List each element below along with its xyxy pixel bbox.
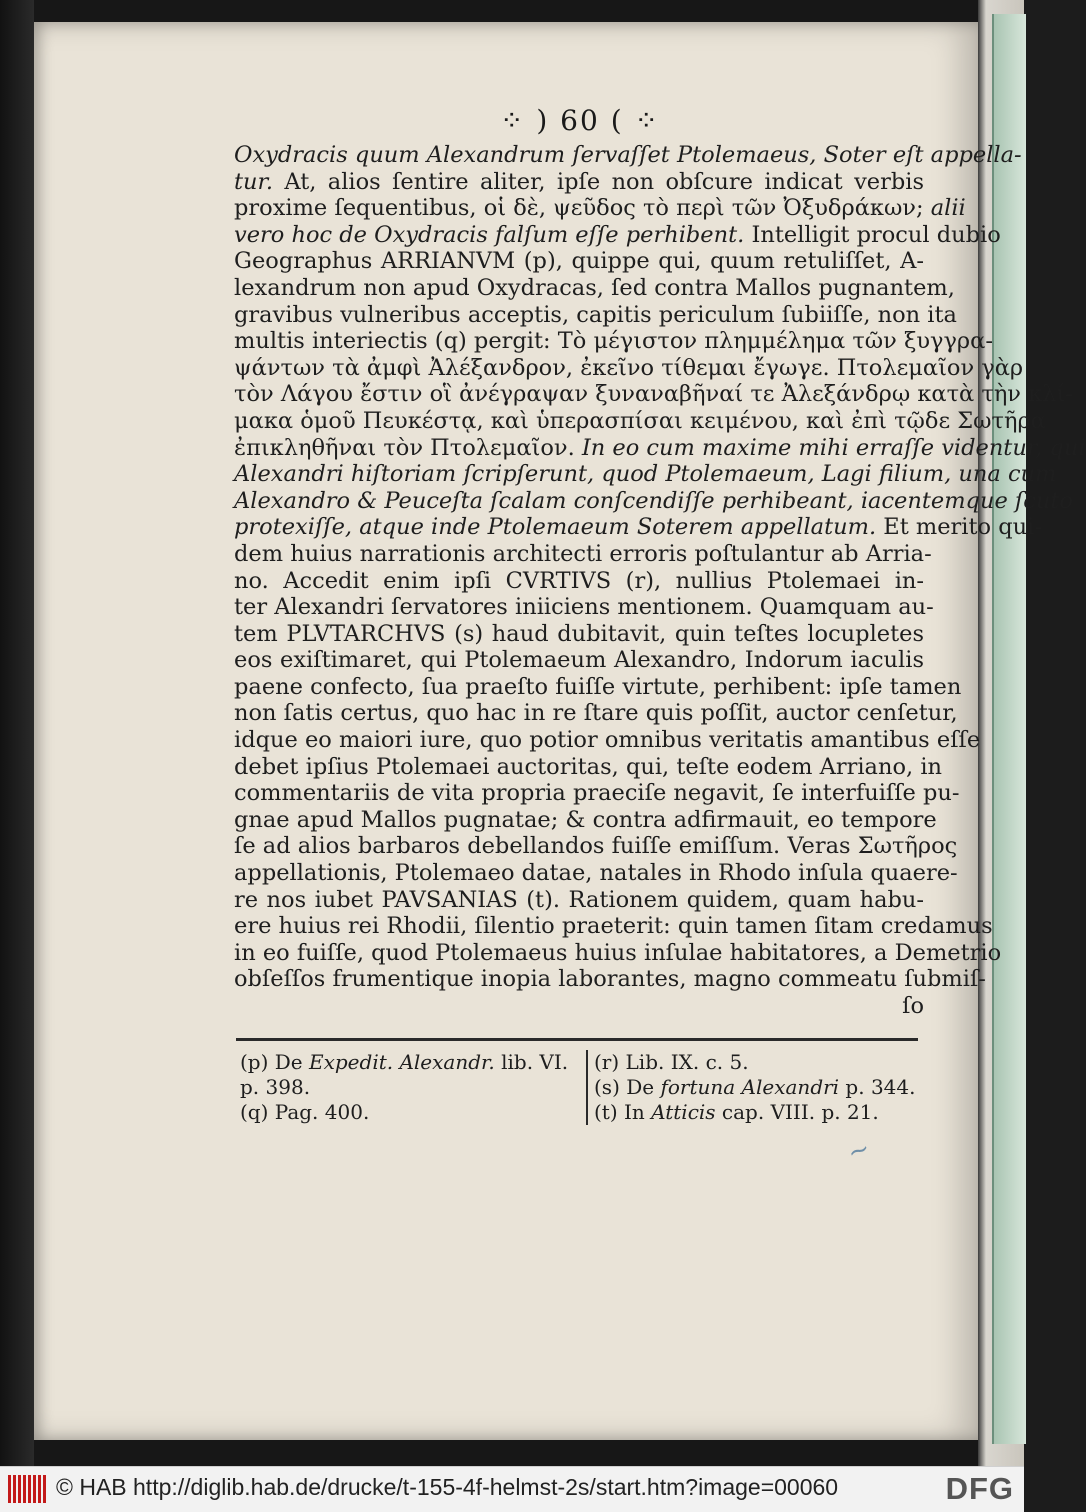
text-line xyxy=(234,195,966,222)
text-run: (s) De xyxy=(594,1075,661,1099)
text-line xyxy=(234,354,1024,382)
text-run: protexiſſe, atque inde Ptolemaeum Soterem appellatum. xyxy=(234,514,877,541)
text-run: proxime ſequentibus, οἱ δὲ, ψεῦδος τὸ περὶ τῶν Ὀξυδράκων; xyxy=(234,195,931,222)
text-line xyxy=(234,806,937,834)
text-line xyxy=(234,673,962,701)
text-line xyxy=(234,407,1046,435)
text-line xyxy=(234,381,1073,408)
text-line xyxy=(234,274,955,302)
text-run: Et merito qui- xyxy=(876,514,1042,541)
text-run: lib. VI. xyxy=(494,1050,569,1074)
text-line xyxy=(234,993,924,1020)
text-line xyxy=(594,1050,914,1075)
text-run: ἐπικληθῆναι τὸν Πτολεμαῖον. xyxy=(234,434,582,461)
text-run: Atticis xyxy=(651,1100,716,1124)
text-line xyxy=(234,248,924,275)
text-run: re nos iubet PAVSANIAS (t). Rationem quidem, quam habu- xyxy=(234,886,924,913)
text-run: In eo cum maxime mihi erraſſe videntur, qui xyxy=(581,434,1086,461)
body-text xyxy=(234,142,1086,1020)
text-line xyxy=(234,169,924,196)
text-run: μακα ὁμοῦ Πευκέστᾳ, καὶ ὑπερασπίσαι κειμένου, καὶ ἐπὶ τῷδε Σωτῆρα xyxy=(234,407,1046,434)
text-line xyxy=(234,647,924,674)
text-line xyxy=(234,939,1002,967)
text-line xyxy=(240,1050,570,1075)
text-line xyxy=(234,221,1001,249)
text-run: (q) Pag. 400. xyxy=(240,1100,370,1124)
text-line xyxy=(234,700,958,727)
text-line xyxy=(234,727,981,754)
footnote-rule xyxy=(236,1038,918,1041)
text-line xyxy=(234,514,1042,541)
text-line xyxy=(234,621,924,648)
text-line xyxy=(234,887,924,914)
hab-barcode-icon xyxy=(8,1475,46,1503)
text-run: vero hoc de Oxydracis falſum eſſe perhibent. xyxy=(234,221,745,248)
text-run: multis interiectis (q) pergit: Τὸ μέγιστον πλημμέλημα τῶν ξυγγρα- xyxy=(234,328,993,355)
text-run: (t) In xyxy=(594,1100,652,1124)
dfg-logo: DFG xyxy=(945,1471,1014,1506)
copyright-url[interactable]: © HAB http://diglib.hab.de/drucke/t-155-4f-helmst-2s/start.htm?image=00060 xyxy=(56,1474,839,1500)
text-run: dem huius narrationis architecti erroris poſtulantur ab Arria- xyxy=(234,540,932,567)
text-run: p. 344. xyxy=(839,1075,916,1099)
text-line xyxy=(234,540,932,568)
text-line xyxy=(234,966,986,993)
text-run: debet ipſius Ptolemaei auctoritas, qui, teſte eodem Arriano, in xyxy=(234,753,943,780)
text-run: paene confecto, ſua praeſto fuiſſe virtute, perhibent: ipſe tamen xyxy=(234,673,962,700)
page-header: ⁘ ) 60 ( ⁘ xyxy=(500,104,660,137)
text-run: (r) Lib. IX. c. 5. xyxy=(594,1050,749,1074)
text-run: Geographus ARRIANVM (p), quippe qui, quum retuliſſet, A- xyxy=(234,248,924,275)
text-run: idque eo maiori iure, quo potior omnibus veritatis amantibus eſſe xyxy=(234,727,981,754)
text-line xyxy=(594,1075,914,1100)
text-line xyxy=(234,461,1057,488)
text-line xyxy=(234,780,960,807)
text-run: ψάντων τὰ ἀμφὶ Ἀλέξανδρον, ἐκεῖνο τίθεμαι ἔγωγε. Πτολεμαῖον γὰρ xyxy=(234,354,1024,381)
text-run: no. Accedit enim ipſi CVRTIVS (r), nullius Ptolemaei in- xyxy=(234,567,924,594)
text-line xyxy=(234,860,958,887)
viewer-footer xyxy=(0,1466,1024,1512)
text-run: gravibus vulneribus acceptis, capitis periculum ſubiiſſe, non ita xyxy=(234,301,957,328)
text-run: p. 398. xyxy=(240,1075,311,1099)
text-run: non ſatis certus, quo hac in re ſtare quis poſſit, auctor cenſetur, xyxy=(234,700,958,727)
text-line xyxy=(234,913,993,940)
text-run: alii xyxy=(930,195,966,222)
text-run: Alexandro & Peuceſta ſcalam conſcendiſſe perhibeant, iacentemque ſcuto xyxy=(234,487,1073,514)
text-run: cap. VIII. p. 21. xyxy=(715,1100,879,1124)
text-run: Intelligit procul dubio xyxy=(744,221,1001,248)
text-run: ſo xyxy=(902,993,924,1019)
text-line xyxy=(240,1075,570,1100)
text-line xyxy=(234,753,943,781)
text-run: Expedit. Alexandr. xyxy=(309,1050,495,1074)
text-line xyxy=(234,594,934,621)
text-run: lexandrum non apud Oxydracas, ſed contra Mallos pugnantem, xyxy=(234,274,955,301)
text-run: (p) De xyxy=(240,1050,309,1074)
text-line xyxy=(234,833,958,860)
text-run: ſe ad alios barbaros debellandos fuiſſe emiſſum. Veras Σωτῆρος xyxy=(234,833,958,860)
text-line xyxy=(240,1100,570,1125)
footnotes-right xyxy=(586,1050,914,1125)
text-run: appellationis, Ptolemaeo datae, natales in Rhodo inſula quaere- xyxy=(234,860,958,887)
text-run: Alexandri hiſtoriam ſcripſerunt, quod Ptolemaeum, Lagi filium, una cum xyxy=(234,461,1057,488)
text-run: Oxydracis quum Alexandrum ſervaſſet Ptolemaeus, Soter eſt appella- xyxy=(234,142,1022,168)
text-line xyxy=(234,142,1022,169)
footnotes-left xyxy=(240,1050,570,1125)
text-run: ere huius rei Rhodii, ſilentio praeterit: quin tamen ſitam credamus xyxy=(234,913,993,940)
text-run: commentariis de vita propria praeciſe negavit, ſe interfuiſſe pu- xyxy=(234,780,960,807)
text-run: tem PLVTARCHVS (s) haud dubitavit, quin teſtes locupletes xyxy=(234,620,924,647)
book-cover-edge xyxy=(0,0,34,1466)
text-line xyxy=(234,301,957,329)
text-run: At, alios ſentire aliter, ipſe non obſcure indicat verbis xyxy=(272,168,924,195)
text-line xyxy=(234,568,924,595)
text-run: ter Alexandri ſervatores iniiciens mentionem. Quamquam au- xyxy=(234,594,934,621)
text-run: τὸν Λάγου ἔστιν οἳ ἀνέγραψαν ξυναναβῆναί τε Ἀλεξάνδρῳ κατὰ τὴν κλί- xyxy=(234,381,1073,408)
text-line xyxy=(594,1100,914,1125)
text-run: gnae apud Mallos pugnatae; & contra adfirmauit, eo tempore xyxy=(234,806,937,833)
text-run: obſeſſos frumentique inopia laborantes, magno commeatu ſubmiſ- xyxy=(234,966,986,993)
text-run: fortuna Alexandri xyxy=(660,1075,840,1099)
text-run: tur. xyxy=(234,168,273,195)
text-run: in eo fuiſſe, quod Ptolemaeus huius inſulae habitatores, a Demetrio xyxy=(234,939,1002,966)
text-line xyxy=(234,328,993,355)
ink-mark: ~ xyxy=(843,1133,875,1169)
text-run: eos exiſtimaret, qui Ptolemaeum Alexandro, Indorum iaculis xyxy=(234,647,924,674)
text-line xyxy=(234,434,1086,462)
text-line xyxy=(234,487,1073,515)
